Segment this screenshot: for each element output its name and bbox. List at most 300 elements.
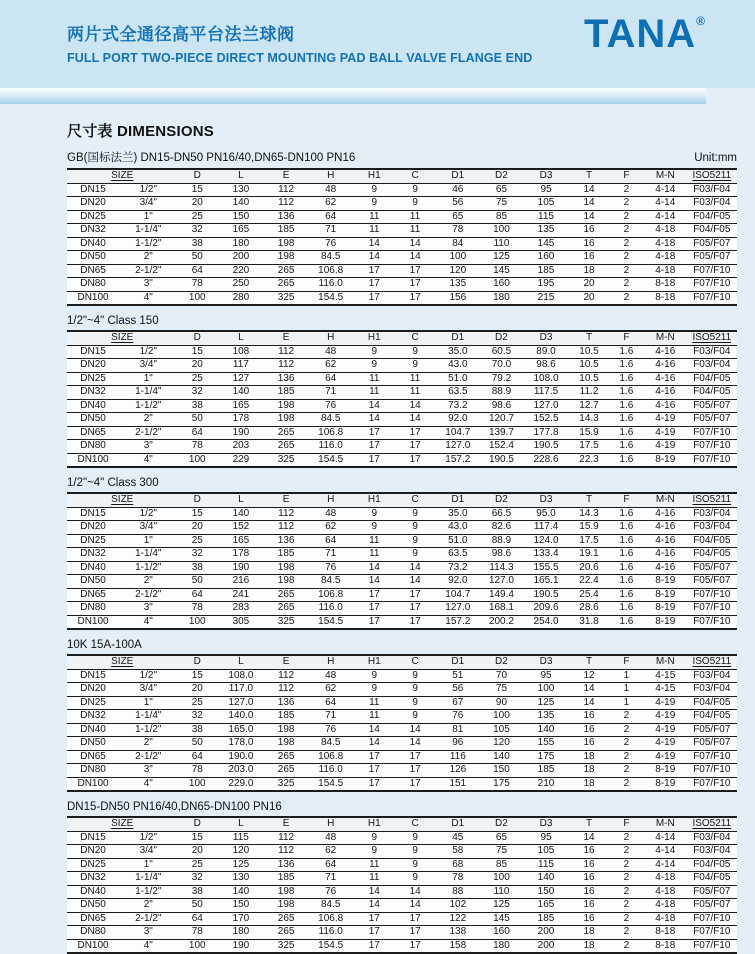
cell: 160 (480, 278, 523, 292)
cell: DN65 (67, 264, 119, 278)
table-body (67, 183, 737, 305)
column-header-label: H (327, 494, 335, 505)
column-header-label: H (327, 656, 335, 667)
cell: 136 (265, 696, 308, 710)
cell: 64 (178, 912, 218, 926)
cell: F05/F07 (687, 737, 737, 751)
column-header (265, 493, 308, 507)
table-head (67, 169, 737, 183)
table-row (67, 386, 737, 400)
table-row (67, 399, 737, 413)
cell: DN25 (67, 858, 119, 872)
cell: 180 (480, 939, 523, 953)
table-row (67, 264, 737, 278)
cell: 4-19 (644, 413, 687, 427)
cell: 1 (609, 696, 644, 710)
cell: 185 (523, 264, 569, 278)
cell: 12.7 (569, 399, 609, 413)
table-row (67, 251, 737, 265)
cell: 1/2" (119, 507, 177, 521)
cell: 50 (178, 899, 218, 913)
column-header (307, 169, 353, 183)
cell: 168.1 (480, 602, 523, 616)
cell: 50 (178, 737, 218, 751)
cell: F03/F04 (687, 197, 737, 211)
title-chinese: 两片式全通径高平台法兰球阀 (67, 25, 295, 44)
cell: 127.0 (217, 696, 265, 710)
column-header-label: H (327, 170, 335, 181)
cell: 100 (523, 683, 569, 697)
table-header-row (67, 331, 737, 345)
column-header (354, 331, 395, 345)
cell: F05/F07 (687, 575, 737, 589)
table-row (67, 372, 737, 386)
cell: 4-15 (644, 669, 687, 683)
cell: 4" (119, 453, 177, 467)
column-header (569, 169, 609, 183)
cell: 4" (119, 777, 177, 791)
cell: 9 (395, 548, 436, 562)
cell: DN25 (67, 372, 119, 386)
cell: 117.0 (217, 683, 265, 697)
column-header (178, 655, 218, 669)
cell: 82.6 (480, 521, 523, 535)
cell: DN20 (67, 359, 119, 373)
cell: F07/F10 (687, 764, 737, 778)
cell: F03/F04 (687, 831, 737, 845)
cell: 17 (395, 426, 436, 440)
column-header-label: D (193, 818, 201, 829)
cell: 190 (217, 426, 265, 440)
column-header-label: D (193, 332, 201, 343)
cell: 17.5 (569, 534, 609, 548)
table-row (67, 602, 737, 616)
cell: 145 (480, 264, 523, 278)
table-row (67, 278, 737, 292)
cell: 11 (395, 224, 436, 238)
cell: 2 (609, 723, 644, 737)
cell: 17 (395, 764, 436, 778)
cell: 38 (178, 885, 218, 899)
cell: 76 (307, 237, 353, 251)
cell: 1.6 (609, 386, 644, 400)
cell: 112 (265, 683, 308, 697)
cell: F04/F05 (687, 386, 737, 400)
cell: 65 (480, 183, 523, 197)
cell: 32 (178, 548, 218, 562)
column-header (644, 493, 687, 507)
cell: 32 (178, 872, 218, 886)
table-caption: 1/2"~4" Class 300 (67, 477, 159, 489)
cell: 58 (436, 845, 481, 859)
column-header-label: D (193, 170, 201, 181)
cell: 85 (480, 858, 523, 872)
cell: 2 (609, 885, 644, 899)
cell: 14 (569, 831, 609, 845)
cell: 140 (217, 507, 265, 521)
cell: 20.6 (569, 561, 609, 575)
cell: 106.8 (307, 750, 353, 764)
table-row (67, 926, 737, 940)
table-row (67, 885, 737, 899)
cell: 16 (569, 723, 609, 737)
column-header (480, 817, 523, 831)
cell: 14 (395, 561, 436, 575)
cell: 125 (480, 251, 523, 265)
cell: 105 (523, 845, 569, 859)
cell: 4-19 (644, 737, 687, 751)
column-header (609, 493, 644, 507)
column-header (480, 331, 523, 345)
cell: 152 (217, 521, 265, 535)
cell: 2 (609, 278, 644, 292)
cell: 104.7 (436, 426, 481, 440)
column-header (480, 655, 523, 669)
cell: 190 (217, 939, 265, 953)
cell: 122 (436, 912, 481, 926)
cell: 4-19 (644, 710, 687, 724)
cell: 17 (354, 615, 395, 629)
cell: 14 (395, 237, 436, 251)
cell: 16 (569, 912, 609, 926)
column-header (395, 655, 436, 669)
cell: 305 (217, 615, 265, 629)
cell: 1/2" (119, 345, 177, 359)
cell: 2 (609, 291, 644, 305)
cell: 78 (436, 872, 481, 886)
table-row (67, 345, 737, 359)
cell: 140.0 (217, 710, 265, 724)
column-header-label: C (411, 656, 419, 667)
cell: 120.7 (480, 413, 523, 427)
cell: 198 (265, 413, 308, 427)
cell: DN80 (67, 926, 119, 940)
column-header-label: L (238, 494, 244, 505)
cell: 1" (119, 858, 177, 872)
cell: 20 (178, 197, 218, 211)
cell: 160 (480, 926, 523, 940)
cell: 9 (395, 831, 436, 845)
table-row (67, 858, 737, 872)
cell: 185 (265, 548, 308, 562)
cell: 14.3 (569, 507, 609, 521)
cell: 4" (119, 615, 177, 629)
cell: 9 (395, 507, 436, 521)
cell: 190.5 (523, 440, 569, 454)
cell: DN25 (67, 210, 119, 224)
cell: 100 (480, 710, 523, 724)
column-header-label: L (238, 170, 244, 181)
column-header (523, 817, 569, 831)
cell: 25 (178, 210, 218, 224)
cell: 102 (436, 899, 481, 913)
cell: F04/F05 (687, 548, 737, 562)
cell: 92.0 (436, 413, 481, 427)
cell: 145 (480, 912, 523, 926)
cell: 73.2 (436, 561, 481, 575)
cell: F04/F05 (687, 710, 737, 724)
cell: 25 (178, 534, 218, 548)
cell: 22.4 (569, 575, 609, 589)
column-header-label: ISO5211 (692, 494, 732, 505)
cell: 9 (354, 669, 395, 683)
cell: 89.0 (523, 345, 569, 359)
cell: 18 (569, 939, 609, 953)
cell: 229.0 (217, 777, 265, 791)
cell: 135 (523, 710, 569, 724)
cell: 9 (354, 507, 395, 521)
cell: 130 (217, 872, 265, 886)
cell: 84.5 (307, 251, 353, 265)
cell: 4-19 (644, 440, 687, 454)
cell: 220 (217, 264, 265, 278)
column-header (609, 655, 644, 669)
cell: 84.5 (307, 575, 353, 589)
cell: 1/2" (119, 831, 177, 845)
column-header (67, 169, 178, 183)
dimension-table-section (67, 149, 737, 306)
cell: DN100 (67, 615, 119, 629)
table-row (67, 588, 737, 602)
cell: 180 (217, 237, 265, 251)
table-row (67, 615, 737, 629)
cell: 4-18 (644, 885, 687, 899)
cell: 2 (609, 777, 644, 791)
cell: 177.8 (523, 426, 569, 440)
cell: 71 (307, 224, 353, 238)
column-header (609, 817, 644, 831)
cell: 138 (436, 926, 481, 940)
cell: 190.0 (217, 750, 265, 764)
cell: 64 (307, 210, 353, 224)
cell: 14 (569, 183, 609, 197)
cell: DN15 (67, 669, 119, 683)
cell: 20 (569, 291, 609, 305)
cell: 175 (480, 777, 523, 791)
cell: 165 (217, 534, 265, 548)
cell: 17 (395, 912, 436, 926)
table-header-row (67, 493, 737, 507)
cell: 88.9 (480, 534, 523, 548)
column-header (569, 493, 609, 507)
cell: 150 (217, 210, 265, 224)
cell: 20 (178, 359, 218, 373)
cell: 106.8 (307, 912, 353, 926)
cell: 136 (265, 372, 308, 386)
column-header-label: H (327, 818, 335, 829)
cell: 17 (354, 602, 395, 616)
cell: 18 (569, 750, 609, 764)
cell: 9 (354, 683, 395, 697)
column-header (354, 493, 395, 507)
column-header-label: L (238, 818, 244, 829)
cell: DN65 (67, 912, 119, 926)
column-header-label: D1 (451, 818, 465, 829)
cell: 17 (354, 939, 395, 953)
cell: 2 (609, 872, 644, 886)
column-header-label: D2 (495, 656, 508, 667)
cell: 48 (307, 345, 353, 359)
cell: 2 (609, 197, 644, 211)
column-header-label: D3 (539, 494, 553, 505)
cell: 125 (217, 858, 265, 872)
column-header (436, 331, 481, 345)
cell: 4-16 (644, 521, 687, 535)
cell: 198 (265, 399, 308, 413)
cell: 178 (217, 548, 265, 562)
cell: 15 (178, 507, 218, 521)
cell: 2" (119, 575, 177, 589)
cell: DN15 (67, 507, 119, 521)
cell: 4-14 (644, 845, 687, 859)
cell: 84.5 (307, 737, 353, 751)
cell: 50 (178, 251, 218, 265)
cell: 283 (217, 602, 265, 616)
cell: F07/F10 (687, 615, 737, 629)
cell: 11 (395, 386, 436, 400)
table-caption: GB(国标法兰) DN15-DN50 PN16/40,DN65-DN100 PN16 (67, 152, 356, 164)
cell: 265 (265, 440, 308, 454)
column-header (687, 817, 737, 831)
cell: 200 (523, 939, 569, 953)
cell: F07/F10 (687, 291, 737, 305)
cell: 154.5 (307, 777, 353, 791)
column-header (67, 331, 178, 345)
cell: 11.2 (569, 386, 609, 400)
cell: 2" (119, 737, 177, 751)
column-header (67, 655, 178, 669)
cell: 75 (480, 845, 523, 859)
cell: 14 (569, 683, 609, 697)
cell: 78 (436, 224, 481, 238)
cell: 17 (354, 291, 395, 305)
cell: 20 (569, 278, 609, 292)
cell: F03/F04 (687, 359, 737, 373)
cell: 126 (436, 764, 481, 778)
cell: 154.5 (307, 291, 353, 305)
cell: 215 (523, 291, 569, 305)
column-header (609, 331, 644, 345)
cell: 17.5 (569, 440, 609, 454)
cell: 14 (354, 399, 395, 413)
cell: 104.7 (436, 588, 481, 602)
cell: F05/F07 (687, 237, 737, 251)
cell: 14 (354, 737, 395, 751)
cell: 14 (354, 723, 395, 737)
column-header-label: H1 (367, 656, 381, 667)
cell: 116.0 (307, 440, 353, 454)
column-header (178, 493, 218, 507)
cell: DN50 (67, 737, 119, 751)
table-row (67, 453, 737, 467)
cell: 325 (265, 777, 308, 791)
cell: F04/F05 (687, 696, 737, 710)
cell: DN20 (67, 521, 119, 535)
cell: 16 (569, 224, 609, 238)
cell: 127 (217, 372, 265, 386)
table-row (67, 426, 737, 440)
cell: 165 (217, 399, 265, 413)
cell: 2 (609, 737, 644, 751)
cell: 62 (307, 845, 353, 859)
cell: 84.5 (307, 413, 353, 427)
cell: F04/F05 (687, 210, 737, 224)
cell: 67 (436, 696, 481, 710)
column-header (436, 655, 481, 669)
cell: 1.6 (609, 602, 644, 616)
cell: 20 (178, 683, 218, 697)
cell: 75 (480, 683, 523, 697)
cell: 90 (480, 696, 523, 710)
table-row (67, 507, 737, 521)
cell: 100 (178, 453, 218, 467)
cell: 11 (354, 534, 395, 548)
cell: 17 (395, 777, 436, 791)
cell: 14 (354, 885, 395, 899)
cell: 139.7 (480, 426, 523, 440)
column-header-label: H (327, 332, 335, 343)
cell: 9 (395, 345, 436, 359)
cell: 76 (307, 399, 353, 413)
column-header-label: H1 (367, 494, 381, 505)
cell: 157.2 (436, 615, 481, 629)
cell: 14 (395, 251, 436, 265)
cell: 17 (395, 440, 436, 454)
cell: DN65 (67, 750, 119, 764)
cell: DN50 (67, 899, 119, 913)
cell: 11 (354, 224, 395, 238)
cell: 1.6 (609, 575, 644, 589)
cell: F07/F10 (687, 912, 737, 926)
cell: 96 (436, 737, 481, 751)
cell: 198 (265, 575, 308, 589)
cell: 16 (569, 251, 609, 265)
cell: F07/F10 (687, 426, 737, 440)
cell: 140 (480, 750, 523, 764)
cell: 14 (354, 251, 395, 265)
cell: DN32 (67, 386, 119, 400)
cell: DN15 (67, 345, 119, 359)
cell: 4-16 (644, 561, 687, 575)
cell: 165.0 (217, 723, 265, 737)
cell: 4-19 (644, 750, 687, 764)
column-header (687, 655, 737, 669)
column-header (569, 817, 609, 831)
cell: 64 (307, 534, 353, 548)
cell: 1" (119, 210, 177, 224)
table-row (67, 359, 737, 373)
cell: 14 (354, 899, 395, 913)
table-row (67, 737, 737, 751)
cell: 14 (395, 575, 436, 589)
column-header-label: D1 (451, 656, 465, 667)
column-header-label: H1 (367, 170, 381, 181)
cell: 116.0 (307, 278, 353, 292)
cell: 178.0 (217, 737, 265, 751)
cell: F07/F10 (687, 440, 737, 454)
cell: 125 (523, 696, 569, 710)
cell: 1-1/4" (119, 386, 177, 400)
cell: 16 (569, 885, 609, 899)
cell: 112 (265, 521, 308, 535)
cell: 1.6 (609, 507, 644, 521)
table-row (67, 710, 737, 724)
cell: 1-1/4" (119, 872, 177, 886)
cell: 8-18 (644, 291, 687, 305)
cell: 65 (480, 831, 523, 845)
cell: 1" (119, 696, 177, 710)
cell: 4-16 (644, 399, 687, 413)
